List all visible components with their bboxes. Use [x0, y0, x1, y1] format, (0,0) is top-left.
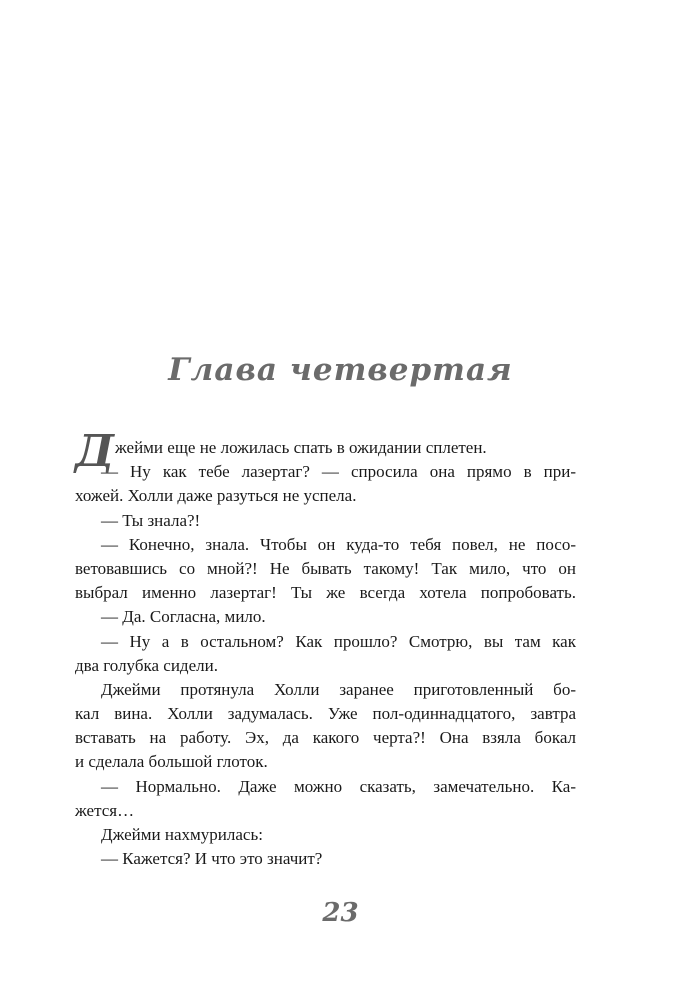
- text-line: и сделала большой глоток.: [75, 752, 268, 772]
- text-line: жется…: [75, 800, 135, 820]
- text-line: — Конечно, знала. Чтобы он куда-то тебя повел, не посо-: [101, 534, 576, 554]
- page-number: 23: [322, 898, 359, 928]
- text-line: — Ну а в остальном? Как прошло? Смотрю, вы там как: [101, 631, 576, 651]
- chapter-title: Глава четвертая: [168, 352, 513, 388]
- text-line: ветовавшись со мной?! Не бывать такому! Так мило, что он: [75, 558, 576, 578]
- text-line: Джейми протянула Холли заранее приготовленный бо-: [101, 679, 576, 699]
- drop-cap: Д: [75, 426, 115, 477]
- text-line: жейми еще не ложилась спать в ожидании сплетен.: [115, 438, 487, 457]
- text-line: два голубка сидели.: [75, 655, 218, 675]
- text-line: — Ну как тебе лазертаг? — спросила она прямо в при-: [101, 462, 576, 482]
- body-text: [75, 426, 576, 871]
- text-line: — Кажется? И что это значит?: [101, 849, 323, 869]
- text-line: — Нормально. Даже можно сказать, замечательно. Ка-: [101, 776, 576, 796]
- text-line: — Ты знала?!: [101, 510, 201, 530]
- text-line: выбрал именно лазертаг! Ты же всегда хотела попробовать.: [75, 583, 576, 603]
- text-line: вставать на работу. Эх, да какого черта?! Она взяла бокал: [75, 728, 576, 748]
- text-line: Джейми нахмурилась:: [101, 825, 263, 844]
- text-line: кал вина. Холли задумалась. Уже пол-одиннадцатого, завтра: [75, 704, 576, 724]
- text-line: хожей. Холли даже разуться не успела.: [75, 486, 357, 506]
- text-line: — Да. Согласна, мило.: [101, 607, 266, 627]
